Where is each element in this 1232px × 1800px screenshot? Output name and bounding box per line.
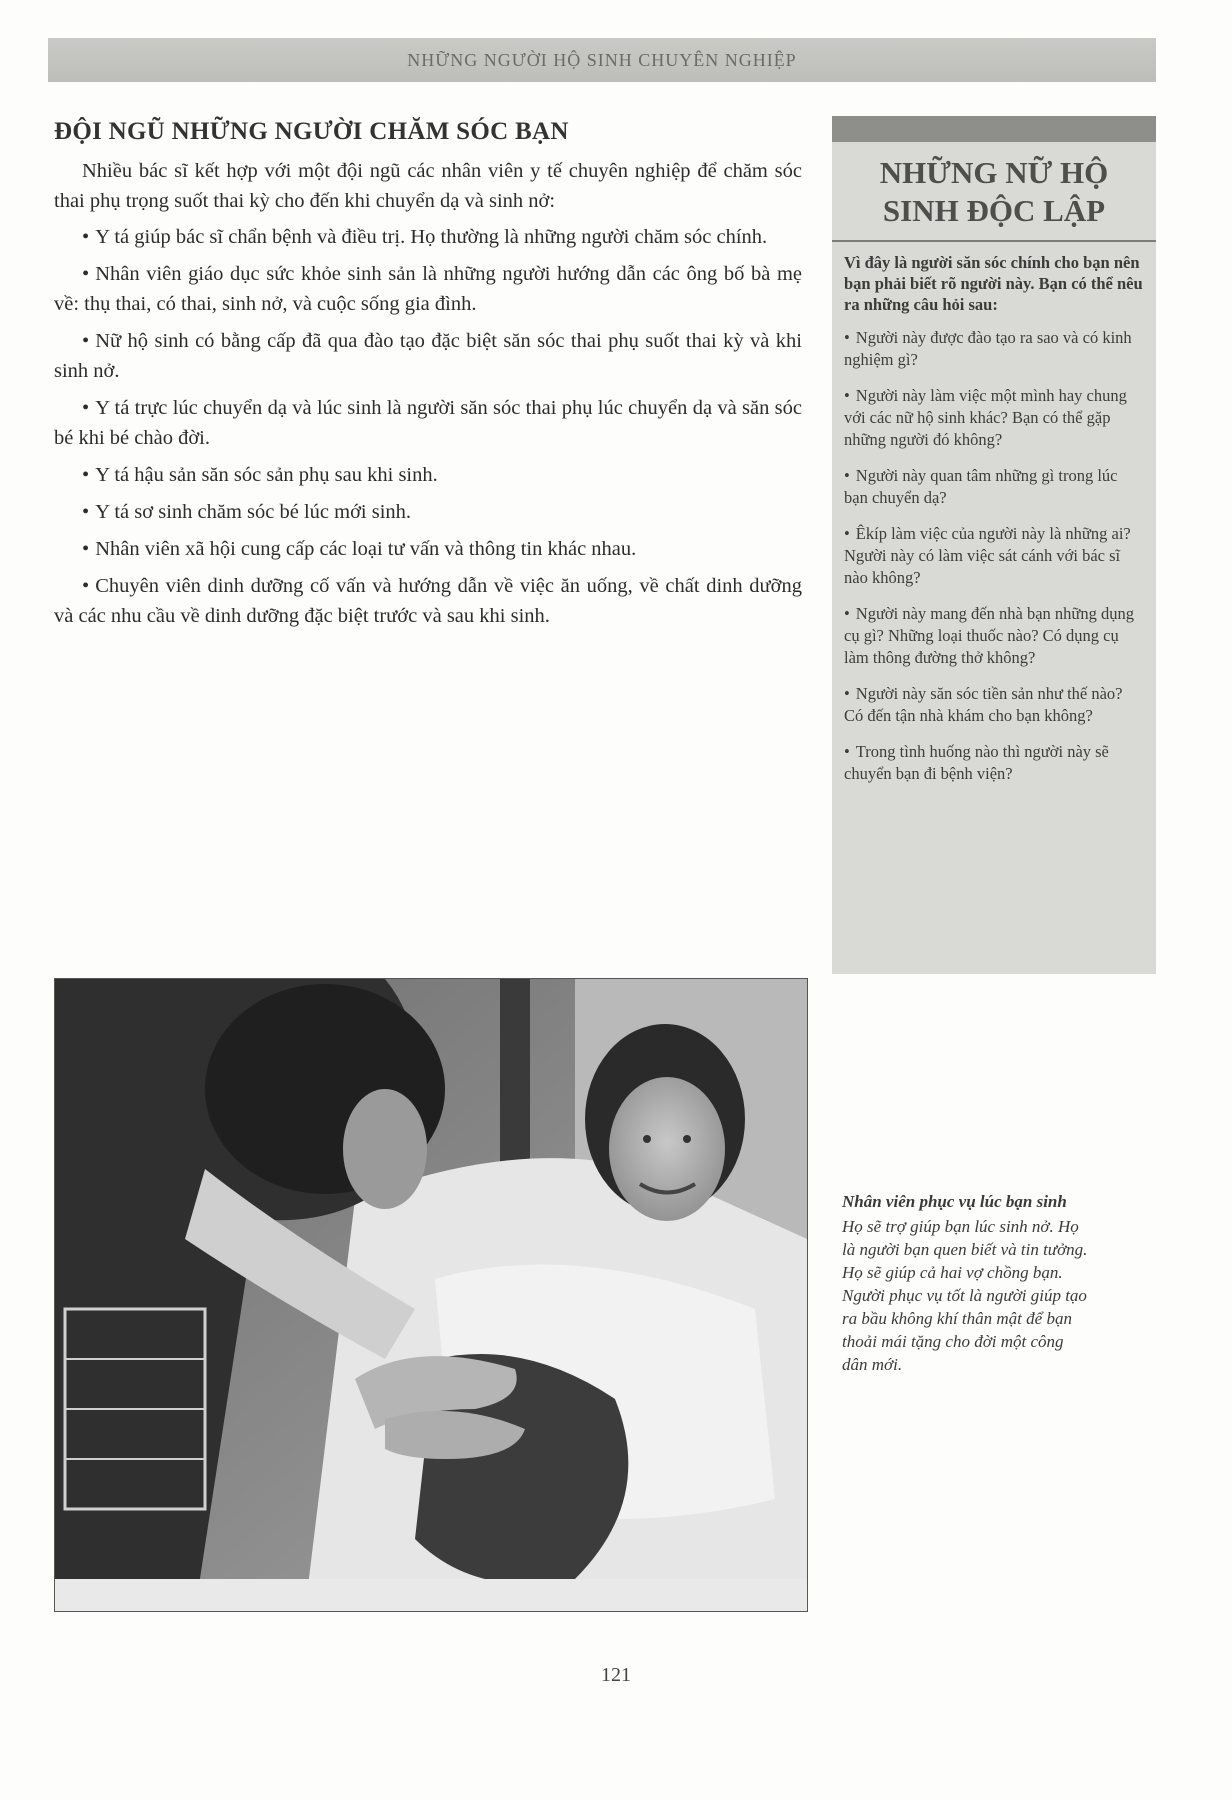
article-intro: Nhiều bác sĩ kết hợp với một đội ngũ các nhân viên y tế chuyên nghiệp để chăm sóc thai phụ trọng suốt thai kỳ cho đến khi chuyển dạ và sinh nở:	[54, 160, 802, 212]
sidebar-question	[844, 603, 1144, 669]
bullet-symbol: •	[844, 742, 850, 761]
photo-caption	[842, 1190, 1092, 1376]
bullet-item	[54, 534, 802, 564]
question-text: Người này làm việc một mình hay chung với các nữ hộ sinh khác? Bạn có thể gặp những người đó không?	[844, 386, 1127, 449]
bullet-text: Y tá giúp bác sĩ chẩn bệnh và điều trị. Họ thường là những người chăm sóc chính.	[95, 226, 768, 248]
page-number: 121	[601, 1664, 631, 1686]
sidebar-question	[844, 683, 1144, 727]
bullet-symbol: •	[844, 684, 850, 703]
bullet-item	[54, 222, 802, 252]
bullet-text: Nhân viên xã hội cung cấp các loại tư vấn và thông tin khác nhau.	[95, 538, 637, 560]
sidebar-top-bar	[832, 116, 1156, 142]
question-text: Người này được đào tạo ra sao và có kinh nghiệm gì?	[844, 328, 1132, 369]
bullet-item	[54, 497, 802, 527]
question-text: Người này săn sóc tiền sản như thế nào? Có đến tận nhà khám cho bạn không?	[844, 684, 1123, 725]
sidebar-question	[844, 465, 1144, 509]
bullet-symbol: •	[844, 466, 850, 485]
bullet-text: Y tá sơ sinh chăm sóc bé lúc mới sinh.	[95, 501, 412, 523]
bullet-symbol: •	[82, 330, 90, 352]
bullet-item	[54, 393, 802, 453]
bullet-text: Nữ hộ sinh có bằng cấp đã qua đào tạo đặc biệt săn sóc thai phụ suốt thai kỳ và khi sinh nở.	[54, 330, 802, 382]
question-text: Êkíp làm việc của người này là những ai? Người này có làm việc sát cánh với bác sĩ nào không?	[844, 524, 1131, 587]
bullet-text: Y tá trực lúc chuyển dạ và lúc sinh là người săn sóc thai phụ lúc chuyển dạ và săn sóc bé khi bé chào đời.	[54, 397, 802, 449]
bullet-item	[54, 326, 802, 386]
bullet-item	[54, 259, 802, 319]
bullet-item	[54, 460, 802, 490]
bullet-text: Chuyên viên dinh dưỡng cố vấn và hướng dẫn về việc ăn uống, về chất dinh dưỡng và các nhu cầu về dinh dưỡng đặc biệt trước và sau khi sinh.	[54, 575, 802, 627]
sidebar-divider	[832, 240, 1156, 242]
question-text: Trong tình huống nào thì người này sẽ chuyển bạn đi bệnh viện?	[844, 742, 1109, 783]
sidebar-box	[832, 116, 1156, 974]
question-list	[832, 327, 1156, 785]
caption-title: Nhân viên phục vụ lúc bạn sinh	[842, 1192, 1067, 1211]
running-header: NHỮNG NGƯỜI HỘ SINH CHUYÊN NGHIỆP	[407, 49, 797, 70]
bullet-symbol: •	[82, 501, 90, 523]
bullet-text: Y tá hậu sản săn sóc sản phụ sau khi sinh.	[95, 464, 438, 486]
bullet-list	[54, 222, 802, 631]
photo-midwife-examining-patient	[54, 978, 808, 1612]
bullet-symbol: •	[82, 575, 90, 597]
sidebar-question	[844, 327, 1144, 371]
sidebar-question	[844, 523, 1144, 589]
bullet-symbol: •	[82, 263, 90, 285]
sidebar-intro: Vì đây là người săn sóc chính cho bạn nên bạn phải biết rõ người này. Bạn có thể nêu ra những câu hỏi sau:	[844, 253, 1143, 314]
sidebar-question	[844, 741, 1144, 785]
photo-illustration	[55, 979, 807, 1611]
article-title: ĐỘI NGŨ NHỮNG NGƯỜI CHĂM SÓC BẠN	[54, 118, 569, 145]
sidebar-question	[844, 385, 1144, 451]
bullet-symbol: •	[82, 464, 90, 486]
caption-text: Họ sẽ trợ giúp bạn lúc sinh nở. Họ là người bạn quen biết và tin tưởng. Họ sẽ giúp cả hai vợ chồng bạn. Người phục vụ tốt là người giúp tạo ra bầu không khí thân mật để bạn thoải mái tặng cho đời một công dân mới.	[842, 1217, 1088, 1374]
bullet-text: Nhân viên giáo dục sức khỏe sinh sản là những người hướng dẫn các ông bố bà mẹ về: thụ thai, có thai, sinh nở, và cuộc sống gia đình.	[54, 263, 802, 315]
bullet-symbol: •	[82, 397, 90, 419]
bullet-symbol: •	[844, 386, 850, 405]
main-article	[54, 118, 802, 638]
sidebar-title: NHỮNG NỮ HỘ SINH ĐỘC LẬP	[879, 155, 1109, 228]
bullet-symbol: •	[844, 604, 850, 623]
question-text: Người này quan tâm những gì trong lúc bạn chuyển dạ?	[844, 466, 1118, 507]
bullet-symbol: •	[844, 524, 850, 543]
bullet-symbol: •	[82, 226, 90, 248]
running-header-band	[48, 38, 1156, 82]
bullet-symbol: •	[844, 328, 850, 347]
bullet-item	[54, 571, 802, 631]
bullet-symbol: •	[82, 538, 90, 560]
question-text: Người này mang đến nhà bạn những dụng cụ gì? Những loại thuốc nào? Có dụng cụ làm thông đường thở không?	[844, 604, 1134, 667]
